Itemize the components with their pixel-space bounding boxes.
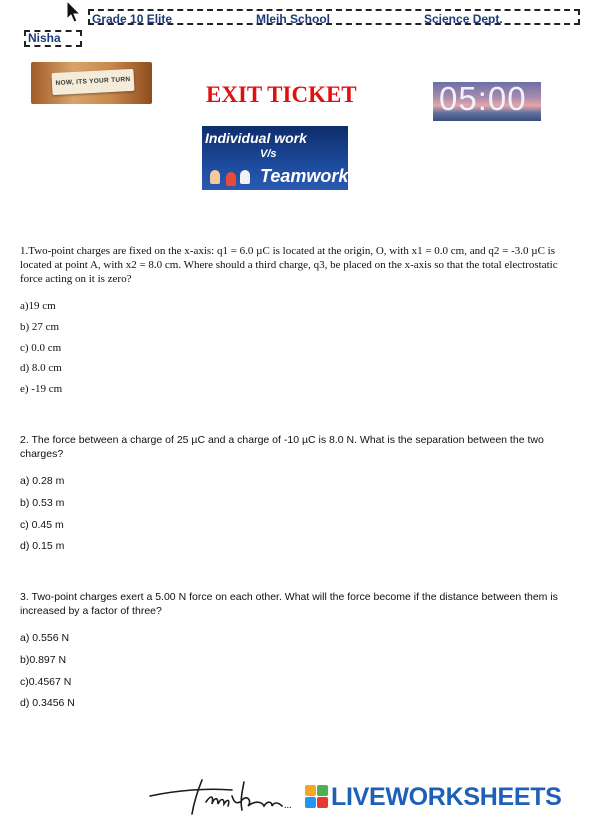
q3-option-b[interactable]: b)0.897 N bbox=[20, 654, 67, 666]
svg-text:...: ... bbox=[284, 800, 292, 811]
q1-option-a[interactable]: a)19 cm bbox=[20, 300, 56, 312]
page-title: EXIT TICKET bbox=[206, 82, 357, 107]
q2-option-d[interactable]: d) 0.15 m bbox=[20, 540, 65, 552]
team-image-line3: Teamwork bbox=[260, 166, 348, 186]
student-name-field[interactable]: Nisha bbox=[24, 30, 82, 47]
individual-vs-team-image bbox=[202, 126, 348, 190]
person-figure bbox=[226, 172, 236, 186]
q1-option-b[interactable]: b) 27 cm bbox=[20, 321, 60, 333]
person-figure bbox=[210, 170, 220, 184]
timer-value: 05:00 bbox=[439, 82, 527, 117]
question-3-text: 3. Two-point charges exert a 5.00 N force on each other. What will the force become if the distance between them is increased by a factor of three? bbox=[20, 591, 558, 617]
q3-option-d[interactable]: d) 0.3456 N bbox=[20, 697, 75, 709]
q2-option-b[interactable]: b) 0.53 m bbox=[20, 497, 65, 509]
header-bar bbox=[88, 9, 580, 25]
mouse-pointer-icon bbox=[66, 0, 82, 24]
school-label: Mleih School bbox=[256, 12, 331, 26]
department-label: Science Dept. bbox=[424, 12, 503, 26]
q1-option-c[interactable]: c) 0.0 cm bbox=[20, 342, 62, 354]
your-turn-image bbox=[31, 62, 152, 104]
person-figure bbox=[240, 170, 250, 184]
q3-option-c[interactable]: c)0.4567 N bbox=[20, 676, 72, 688]
q2-option-a[interactable]: a) 0.28 m bbox=[20, 475, 65, 487]
timer-image bbox=[433, 82, 541, 121]
q1-option-d[interactable]: d) 8.0 cm bbox=[20, 362, 62, 374]
question-2-text: 2. The force between a charge of 25 µC and a charge of -10 µC is 8.0 N. What is the separation between the two charges? bbox=[20, 434, 544, 460]
q3-option-a[interactable]: a) 0.556 N bbox=[20, 632, 70, 644]
team-image-line1: Individual work bbox=[205, 130, 307, 146]
your-turn-caption: NOW, ITS YOUR TURN bbox=[51, 69, 134, 95]
thank-you-signature bbox=[148, 772, 318, 818]
liveworksheets-brand: LIVEWORKSHEETS bbox=[331, 783, 562, 811]
q2-option-c[interactable]: c) 0.45 m bbox=[20, 519, 64, 531]
class-label: Grade 10 Elite bbox=[92, 12, 173, 26]
team-image-line2: V/s bbox=[260, 148, 277, 160]
q1-option-e[interactable]: e) -19 cm bbox=[20, 383, 63, 395]
liveworksheets-logo-icon bbox=[305, 785, 329, 809]
question-1-text: 1.Two-point charges are fixed on the x-axis: q1 = 6.0 µC is located at the origin, O, with x1 = 0.0 cm, and q2 = -3.0 µC is located at point A, with x2 = 8.0 cm. Where should a third charge, q3, be placed on the x-axis so that the total electrostatic force acting on it is zero? bbox=[20, 245, 558, 285]
